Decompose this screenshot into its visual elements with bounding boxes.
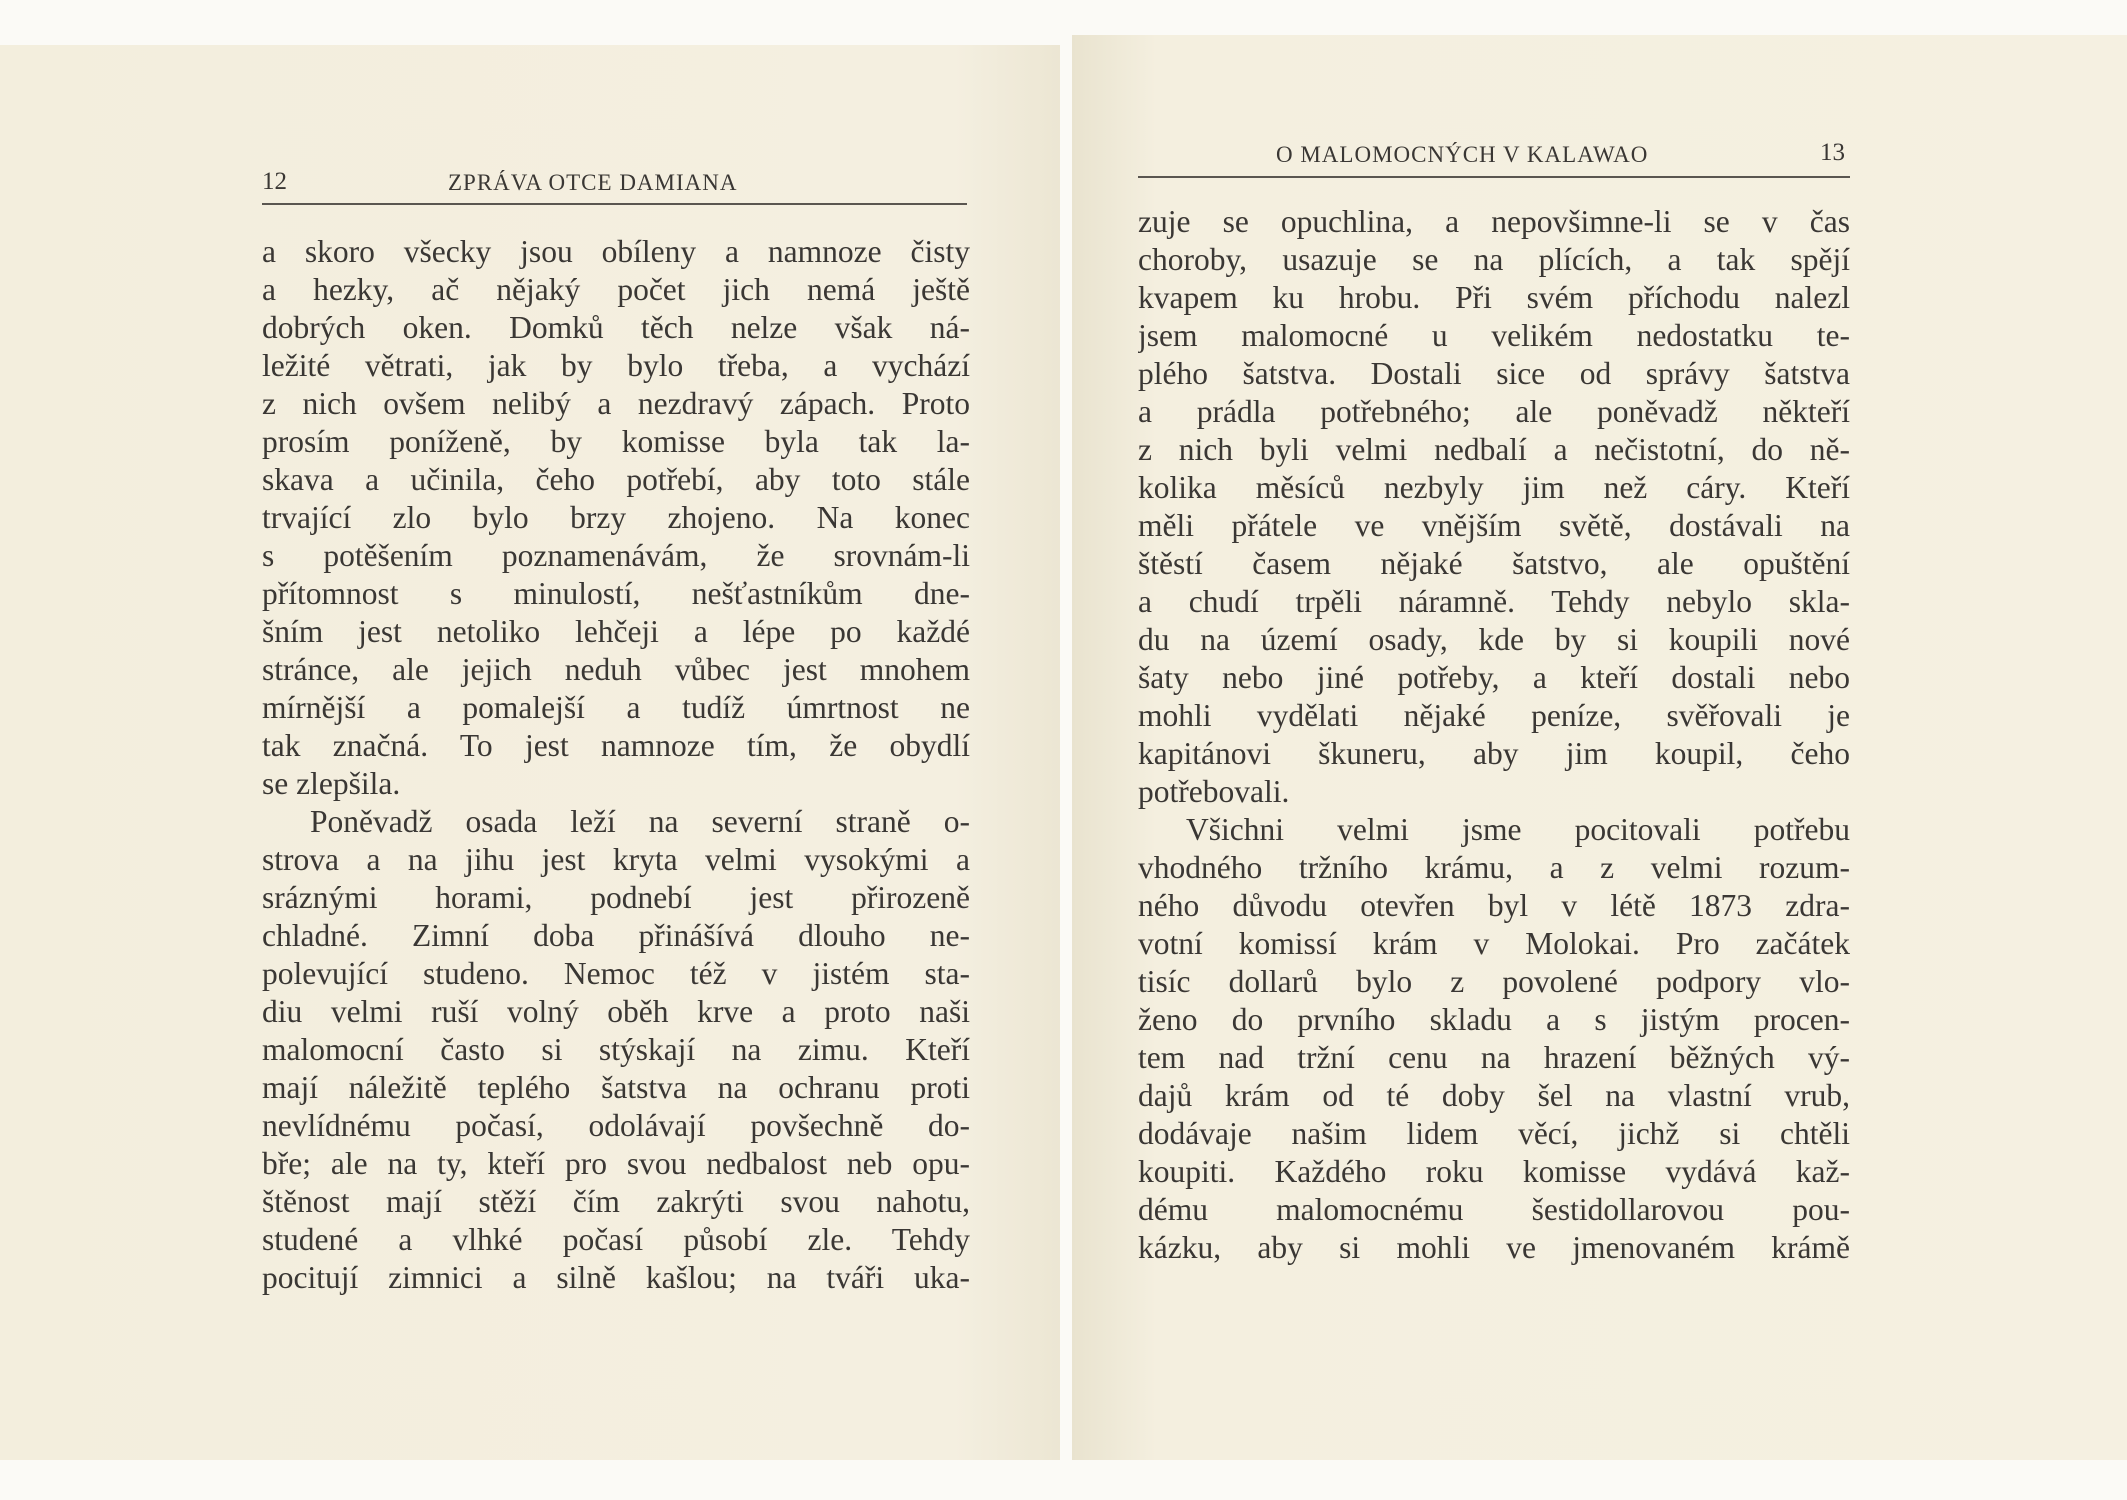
text-line: přítomnost s minulostí, nešťastníkům dne- [262, 576, 970, 611]
text-line: šním jest netoliko lehčeji a lépe po každé [262, 614, 970, 649]
text-line: choroby, usazuje se na plících, a tak spějí [1138, 242, 1850, 277]
header-rule [1138, 176, 1850, 178]
text-line: ného důvodu otevřen byl v létě 1873 zdra- [1138, 888, 1850, 923]
text-line: malomocní často si stýskají na zimu. Kteří [262, 1032, 970, 1067]
text-line: sráznými horami, podnebí jest přirozeně [262, 880, 970, 915]
text-line: prosím poníženě, by komisse byla tak la- [262, 424, 970, 459]
text-line: ležité větrati, jak by bylo třeba, a vychází [262, 348, 970, 383]
running-head: O MALOMOCNÝCH V KALAWAO [1276, 142, 1649, 167]
text-line: du na území osady, kde by si koupili nové [1138, 622, 1850, 657]
text-line: bře; ale na ty, kteří pro svou nedbalost neb opu- [262, 1146, 970, 1181]
text-line: jsem malomocné u velikém nedostatku te- [1138, 318, 1850, 353]
text-line: a prádla potřebného; ale poněvadž někteří [1138, 394, 1850, 429]
text-line: pocitují zimnici a silně kašlou; na tváři uka- [262, 1260, 970, 1295]
text-line: mírnější a pomalejší a tudíž úmrtnost ne [262, 690, 970, 725]
text-line: tem nad tržní cenu na hrazení běžných vý- [1138, 1040, 1850, 1075]
text-line: dobrých oken. Domků těch nelze však ná- [262, 310, 970, 345]
text-line: strova a na jihu jest kryta velmi vysokými a [262, 842, 970, 877]
text-line: chladné. Zimní doba přinášívá dlouho ne- [262, 918, 970, 953]
text-line: mohli vydělati nějaké peníze, svěřovali je [1138, 698, 1850, 733]
text-line: dodávaje našim lidem věcí, jichž si chtěli [1138, 1116, 1850, 1151]
text-line: polevující studeno. Nemoc též v jistém sta- [262, 956, 970, 991]
text-line: potřebovali. [1138, 774, 1290, 809]
text-line: štěstí časem nějaké šatstvo, ale opuštění [1138, 546, 1850, 581]
text-line: dému malomocnému šestidollarovou pou- [1138, 1192, 1850, 1227]
text-line: skava a učinila, čeho potřebí, aby toto stále [262, 462, 970, 497]
text-line: kázku, aby si mohli ve jmenovaném krámě [1138, 1230, 1850, 1265]
text-line: stránce, ale jejich neduh vůbec jest mnohem [262, 652, 970, 687]
page-number: 13 [1820, 139, 1845, 166]
page-number: 12 [262, 168, 287, 195]
text-line: Všichni velmi jsme pocitovali potřebu [1186, 812, 1850, 847]
text-line: z nich ovšem nelibý a nezdravý zápach. Proto [262, 386, 970, 421]
right-page [1072, 35, 2127, 1460]
text-line: zuje se opuchlina, a nepovšimne-li se v čas [1138, 204, 1850, 239]
body-text [262, 233, 970, 1297]
text-line: mají náležitě teplého šatstva na ochranu proti [262, 1070, 970, 1105]
text-line: trvající zlo bylo brzy zhojeno. Na konec [262, 500, 970, 535]
text-line: tisíc dollarů bylo z povolené podpory vlo- [1138, 964, 1850, 999]
text-line: se zlepšila. [262, 766, 401, 801]
text-line: votní komissí krám v Molokai. Pro začátek [1138, 926, 1850, 961]
text-line: kapitánovi škuneru, aby jim koupil, čeho [1138, 736, 1850, 771]
text-line: studené a vlhké počasí působí zle. Tehdy [262, 1222, 970, 1257]
text-line: a skoro všecky jsou obíleny a namnoze čisty [262, 234, 970, 269]
text-line: diu velmi ruší volný oběh krve a proto naši [262, 994, 970, 1029]
text-line: nevlídnému počasí, odolávají povšechně do- [262, 1108, 970, 1143]
text-line: vhodného tržního krámu, a z velmi rozum- [1138, 850, 1850, 885]
text-line: kolika měsíců nezbyly jim než cáry. Kteří [1138, 470, 1850, 505]
text-line: měli přátele ve vnějším světě, dostávali na [1138, 508, 1850, 543]
text-line: tak značná. To jest namnoze tím, že obydlí [262, 728, 970, 763]
running-head: ZPRÁVA OTCE DAMIANA [448, 170, 738, 195]
text-line: ženo do prvního skladu a s jistým procen- [1138, 1002, 1850, 1037]
body-text [1138, 203, 1850, 1267]
text-line: dajů krám od té doby šel na vlastní vrub, [1138, 1078, 1850, 1113]
text-line: Poněvadž osada leží na severní straně o- [310, 804, 970, 839]
text-line: šaty nebo jiné potřeby, a kteří dostali nebo [1138, 660, 1850, 695]
text-line: štěnost mají stěží čím zakrýti svou nahotu, [262, 1184, 970, 1219]
header-rule [262, 203, 967, 205]
text-line: a chudí trpěli náramně. Tehdy nebylo skla- [1138, 584, 1850, 619]
text-line: a hezky, ač nějaký počet jich nemá ještě [262, 272, 970, 307]
left-page [0, 45, 1060, 1460]
text-line: koupiti. Každého roku komisse vydává kaž- [1138, 1154, 1850, 1189]
text-line: z nich byli velmi nedbalí a nečistotní, do ně- [1138, 432, 1850, 467]
text-line: kvapem ku hrobu. Při svém příchodu nalezl [1138, 280, 1850, 315]
text-line: plého šatstva. Dostali sice od správy šatstva [1138, 356, 1850, 391]
text-line: s potěšením poznamenávám, že srovnám-li [262, 538, 970, 573]
